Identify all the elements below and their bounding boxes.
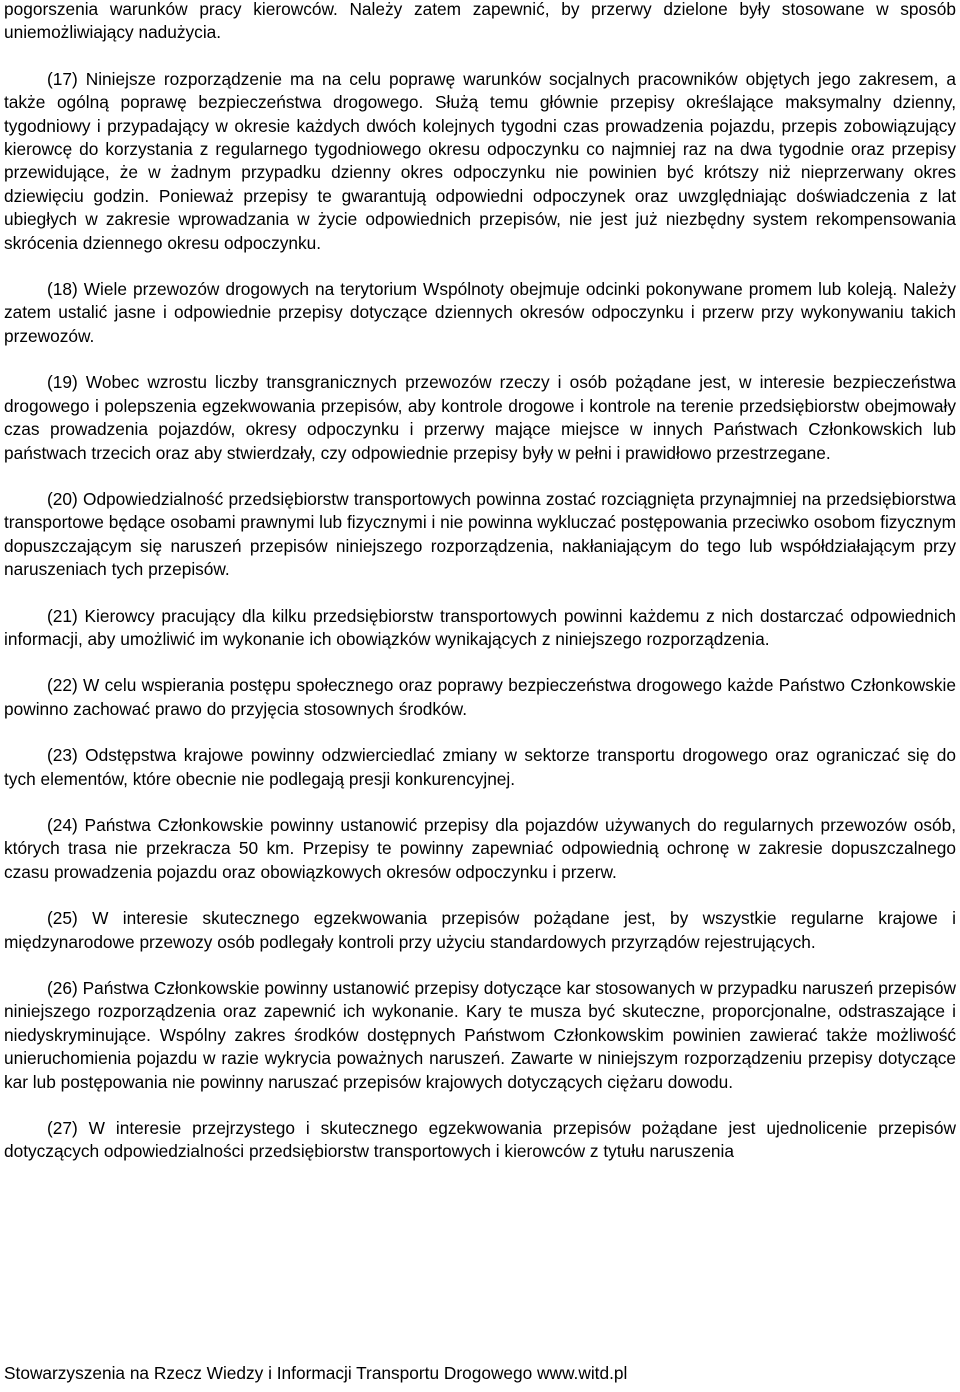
- document-page: [4, 0, 956, 1187]
- page-footer: Stowarzyszenia na Rzecz Wiedzy i Informacji Transportu Drogowego www.witd.pl: [4, 1363, 628, 1383]
- paragraph-22: (22) W celu wspierania postępu społecznego oraz poprawy bezpieczeństwa drogowego każde Państwo Członkowskie powinno zachować prawo do przyjęcia stosownych środków.: [4, 675, 956, 719]
- paragraph-24: (24) Państwa Członkowskie powinny ustanowić przepisy dla pojazdów używanych do regularnych przewozów osób, których trasa nie przekracza 50 km. Przepisy te powinny zapewniać odpowiednią ochronę w zakresie dopuszczalnego czasu prowadzenia pojazdu oraz obowiązkowych okresów odpoczynku i przerw.: [4, 814, 956, 882]
- paragraph-26: (26) Państwa Członkowskie powinny ustanowić przepisy dotyczące kar stosowanych w przypadku naruszeń przepisów niniejszego rozporządzenia oraz zapewnić ich wykonanie. Kary te musza być skuteczne, proporcjonalne, odstraszające i niedyskryminujące. Wspólny zakres środków dostępnych Państwom Członkowskim powinien zawierać także możliwość unieruchomienia pojazdu w razie wykrycia poważnych naruszeń. Zawarte w niniejszym rozporządzeniu przepisy dotyczące kar lub postępowania nie powinny naruszać przepisów krajowych dotyczących ciężaru dowodu.: [4, 978, 956, 1092]
- paragraph-18: (18) Wiele przewozów drogowych na terytorium Wspólnoty obejmuje odcinki pokonywane promem lub koleją. Należy zatem ustalić jasne i odpowiednie przepisy dotyczące dziennych okresów odpoczynku i przerw przy wykonywaniu takich przewozów.: [4, 279, 956, 346]
- paragraph-23: (23) Odstępstwa krajowe powinny odzwierciedlać zmiany w sektorze transportu drogowego oraz ograniczać się do tych elementów, które obecnie nie podlegają presji konkurencyjnej.: [4, 745, 956, 789]
- paragraph-21: (21) Kierowcy pracujący dla kilku przedsiębiorstw transportowych powinni każdemu z nich dostarczać odpowiednich informacji, aby umożliwić im wykonanie ich obowiązków wynikających z niniejszego rozporządzenia.: [4, 605, 956, 649]
- paragraph-17: (17) Niniejsze rozporządzenie ma na celu poprawę warunków socjalnych pracowników objętych jego zakresem, a także ogólną poprawę bezpieczeństwa drogowego. Służą temu głównie przepisy określające maksymalny dzienny, tygodniowy i przypadający w okresie każdych dwóch kolejnych tygodni czas prowadzenia pojazdu, przepis zobowiązujący kierowcę do korzystania z regularnego tygodniowego okresu odpoczynku co najmniej raz na dwa tygodnie oraz przepisy przewidujące, że w żadnym przypadku dzienny okres odpoczynku nie powinien być krótszy niż nieprzerwany okres dziewięciu godzin. Ponieważ przepisy te gwarantują odpowiedni odpoczynek oraz uwzględniając doświadczenia z lat ubiegłych w zakresie wprowadzania w życie odpowiednich przepisów, nie jest już niezbędny system rekompensowania skrócenia dziennego okresu odpoczynku.: [4, 68, 956, 253]
- paragraph-continuation: pogorszenia warunków pracy kierowców. Należy zatem zapewnić, by przerwy dzielone były stosowane w sposób uniemożliwiający nadużycia.: [4, 0, 956, 43]
- paragraph-25: (25) W interesie skutecznego egzekwowania przepisów pożądane jest, by wszystkie regularne krajowe i międzynarodowe przewozy osób podlegały kontroli przy użyciu standardowych przyrządów rejestrujących.: [4, 908, 956, 952]
- paragraph-19: (19) Wobec wzrostu liczby transgranicznych przewozów rzeczy i osób pożądane jest, w interesie bezpieczeństwa drogowego i polepszenia egzekwowania przepisów, aby kontrole drogowe i kontrole na terenie przedsiębiorstw obejmowały czas prowadzenia pojazdów, okresy odpoczynku i przerwy mające miejsce w innych Państwach Członkowskich lub państwach trzecich oraz aby stwierdzały, czy odpowiednie przepisy były w pełni i prawidłowo przestrzegane.: [4, 372, 956, 463]
- paragraph-27: (27) W interesie przejrzystego i skutecznego egzekwowania przepisów pożądane jest ujednolicenie przepisów dotyczących odpowiedzialności przedsiębiorstw transportowych i kierowców z tytułu naruszenia: [4, 1118, 956, 1162]
- paragraph-20: (20) Odpowiedzialność przedsiębiorstw transportowych powinna zostać rozciągnięta przynajmniej na przedsiębiorstwa transportowe będące osobami prawnymi lub fizycznymi i nie powinna wykluczać postępowania przeciwko osobom fizycznym dopuszczającym się naruszeń przepisów niniejszego rozporządzenia, nakłaniającym do tego lub współdziałającym przy naruszeniach tych przepisów.: [4, 488, 956, 580]
